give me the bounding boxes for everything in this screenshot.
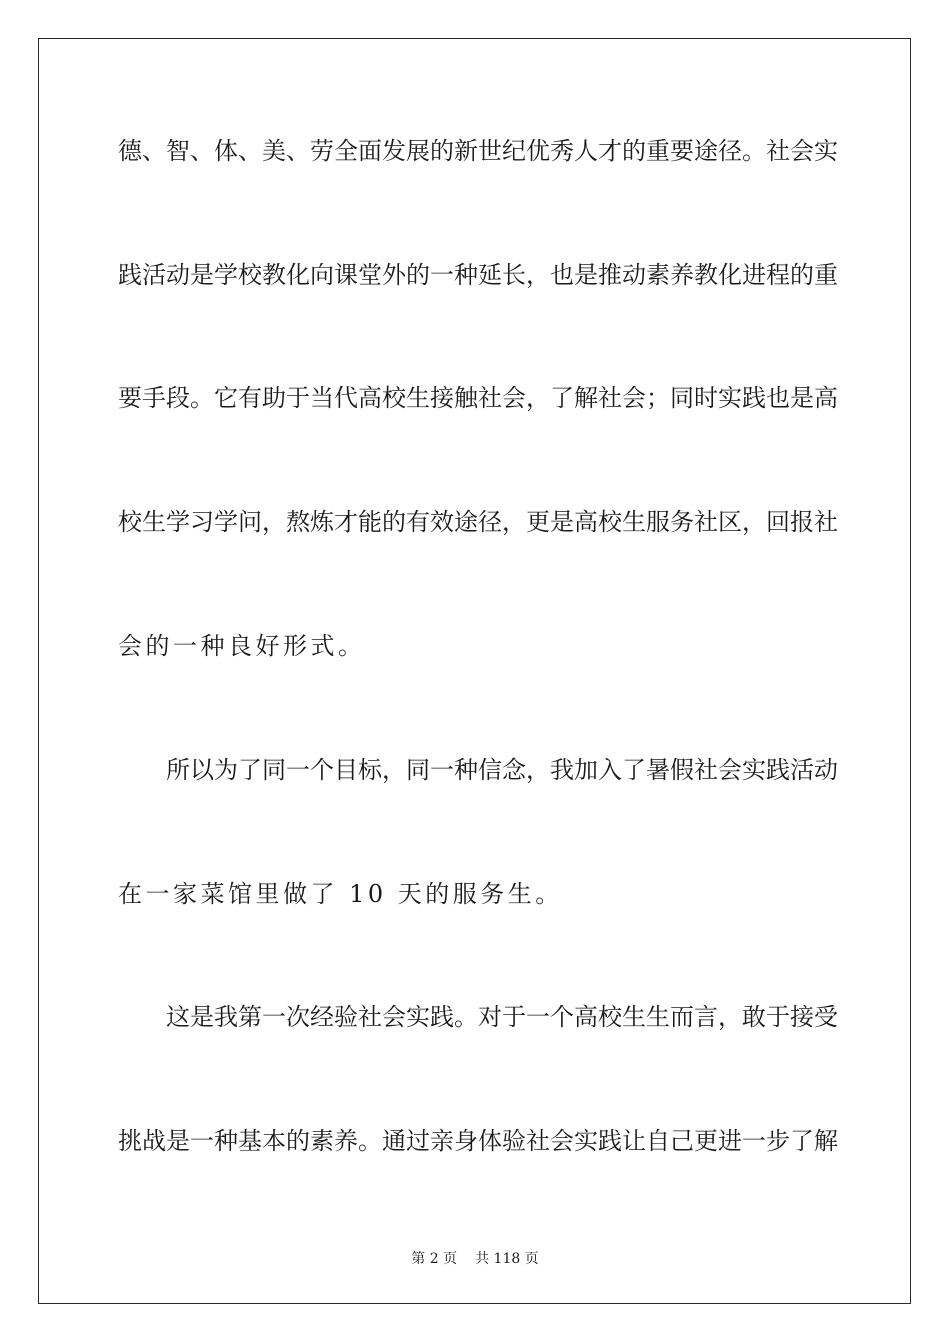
- paragraph-line-5: 会的一种良好形式。: [118, 632, 366, 660]
- total-pages: 共 118 页: [475, 1251, 539, 1267]
- paragraph-line-9: 挑战是一种基本的素养。通过亲身体验社会实践让自己更进一步了解: [118, 1127, 838, 1155]
- paragraph-line-2: 践活动是学校教化向课堂外的一种延长，也是推动素养教化进程的重: [118, 261, 838, 289]
- paragraph-line-6: 所以为了同一个目标，同一种信念，我加入了暑假社会实践活动: [166, 756, 838, 784]
- paragraph-line-7: 在一家菜馆里做了 10 天的服务生。: [118, 880, 563, 908]
- paragraph-line-3: 要手段。它有助于当代高校生接触社会，了解社会；同时实践也是高: [118, 384, 838, 412]
- paragraph-line-1: 德、智、体、美、劳全面发展的新世纪优秀人才的重要途径。社会实: [118, 137, 838, 165]
- paragraph-line-4: 校生学习学问，熬炼才能的有效途径，更是高校生服务社区，回报社: [118, 508, 838, 536]
- page-footer: [0, 1248, 950, 1268]
- page-number: 第 2 页: [411, 1251, 458, 1267]
- page-border: [38, 38, 911, 1304]
- paragraph-line-8: 这是我第一次经验社会实践。对于一个高校生生而言，敢于接受: [166, 1003, 838, 1031]
